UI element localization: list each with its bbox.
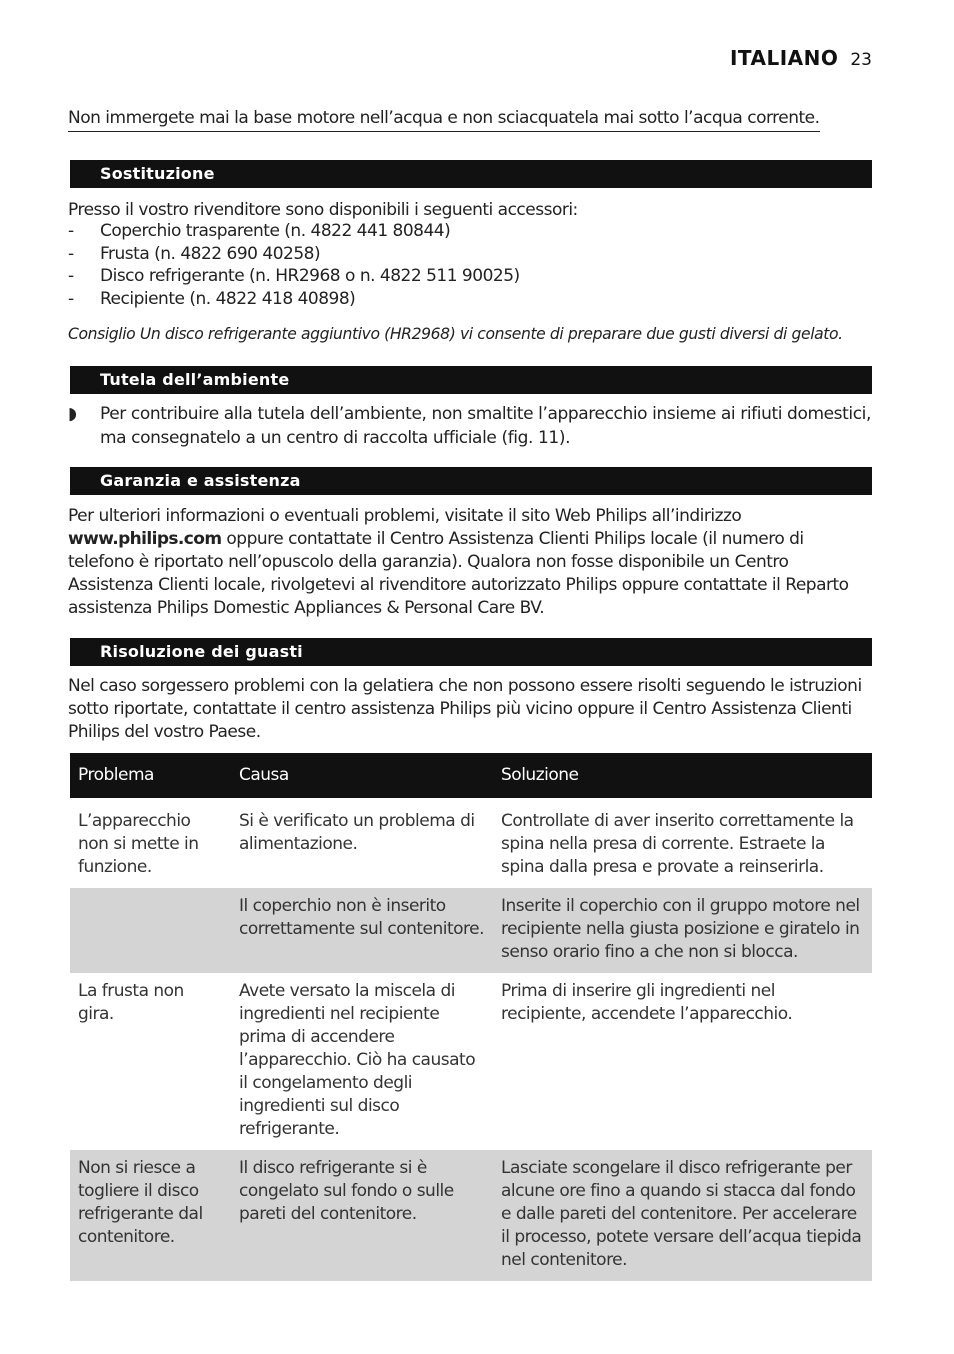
section-header-replacement: Sostituzione — [70, 160, 872, 188]
tip-text: Consiglio Un disco refrigerante aggiuntivo (HR2968) vi consente di preparare due gusti diversi di gelato. — [68, 325, 843, 343]
table-row — [70, 888, 872, 973]
solution-cell: Controllate di aver inserito correttamente la spina nella presa di corrente. Estraete la spina dalla presa e provate a reinserirla. — [501, 811, 854, 877]
column-header-cause: Causa — [231, 753, 493, 798]
section-header-warranty: Garanzia e assistenza — [70, 467, 872, 495]
dash-marker: - — [68, 221, 74, 241]
section-header-environment: Tutela dell’ambiente — [70, 366, 872, 394]
problem-cell: Non si riesce a togliere il disco refrigerante dal contenitore. — [70, 1150, 231, 1281]
solution-cell: Lasciate scongelare il disco refrigerante per alcune ore fino a quando si stacca dal fondo e dalle pareti del contenitore. Per accelerare il processo, potete versare dell’acqua tiepida nel contenitore. — [493, 1150, 872, 1281]
table-row — [70, 798, 872, 888]
warning-text: Non immergete mai la base motore nell’acqua e non sciacquatela mai sotto l’acqua corrente. — [68, 107, 820, 132]
cause-cell: Il coperchio non è inserito correttamente sul contenitore. — [231, 888, 493, 973]
column-header-problem: Problema — [70, 753, 231, 798]
bullet-icon: ◗ — [68, 404, 77, 424]
dash-marker: - — [68, 288, 74, 309]
table-header-row — [70, 753, 872, 798]
solution-cell: Inserite il coperchio con il gruppo motore nel recipiente nella giusta posizione e giratelo in senso orario fino a che non si blocca. — [493, 888, 872, 973]
section-header-troubleshooting: Risoluzione dei guasti — [70, 638, 872, 666]
website-link[interactable]: www.philips.com — [68, 529, 222, 549]
troubleshooting-intro: Nel caso sorgessero problemi con la gelatiera che non possono essere risolti seguendo le istruzioni sotto riportate, contattate il centro assistenza Philips più vicino oppure il Centro Assistenza Clienti Philips del vostro Paese. — [68, 676, 862, 742]
cause-cell: Si è verificato un problema di alimentazione. — [239, 811, 475, 854]
cause-cell: Il disco refrigerante si è congelato sul fondo o sulle pareti del contenitore. — [231, 1150, 493, 1281]
dash-marker: - — [68, 243, 74, 264]
accessory-list — [68, 220, 520, 310]
environment-bullet-text: Per contribuire alla tutela dell’ambiente, non smaltite l’apparecchio insieme ai rifiuti domestici, ma consegnatelo a un centro di raccolta ufficiale (fig. 11). — [100, 404, 871, 448]
list-item: - Recipiente (n. 4822 418 40898) — [68, 288, 356, 309]
list-item: - Frusta (n. 4822 690 40258) — [68, 243, 321, 264]
problem-cell: La frusta non gira. — [78, 981, 184, 1024]
page-header — [730, 46, 872, 70]
table-row — [70, 973, 872, 1150]
problem-cell — [70, 888, 231, 973]
column-header-solution: Soluzione — [493, 753, 872, 798]
cause-cell: Avete versato la miscela di ingredienti nel recipiente prima di accendere l’apparecchio. Ciò ha causato il congelamento degli ingredienti sul disco refrigerante. — [239, 981, 476, 1139]
list-item: - Disco refrigerante (n. HR2968 o n. 4822 511 90025) — [68, 266, 520, 286]
environment-bullet — [68, 402, 874, 450]
table-row — [70, 1150, 872, 1281]
list-item: - Coperchio trasparente (n. 4822 441 80844) — [68, 221, 451, 241]
page-number: 23 — [850, 50, 872, 70]
problem-cell: L’apparecchio non si mette in funzione. — [78, 811, 199, 877]
language-label: ITALIANO — [729, 46, 839, 70]
troubleshooting-table — [70, 753, 872, 1281]
solution-cell: Prima di inserire gli ingredienti nel recipiente, accendete l’apparecchio. — [501, 981, 793, 1024]
dash-marker: - — [68, 266, 74, 286]
warranty-text: Per ulteriori informazioni o eventuali problemi, visitate il sito Web Philips all’indirizzo www.philips.com oppure contattate il Centro Assistenza Clienti Philips locale (il numero di telefono è riportato nell’opuscolo della garanzia). Qualora non fosse disponibile un Centro Assistenza Clienti locale, rivolgetevi al rivenditore autorizzato Philips oppure contattate il Reparto assistenza Philips Domestic Appliances & Personal Care BV. — [68, 506, 849, 618]
replacement-intro: Presso il vostro rivenditore sono disponibili i seguenti accessori: — [68, 200, 578, 220]
